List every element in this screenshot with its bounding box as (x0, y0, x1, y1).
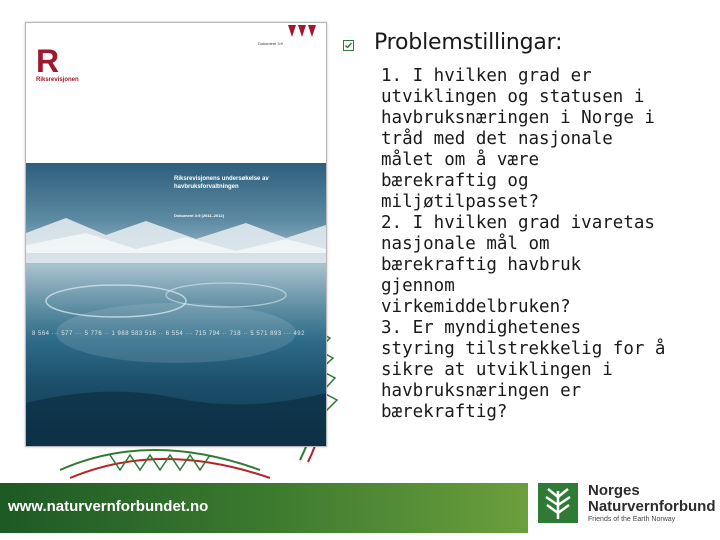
riksrevisjonen-logo-letter: R (36, 43, 60, 79)
footer-website-link[interactable]: www.naturvernforbundet.no (8, 498, 209, 515)
cover-title: Riksrevisjonens undersøkelse av havbruksforvaltningen (174, 176, 269, 190)
cover-mark-icon (288, 25, 318, 39)
question-3: 3. Er myndighetenes styring tilstrekkelig for å sikre at utviklingen i havbruksnæringen er bærekraftig? (381, 318, 666, 422)
logo-text-tagline: Friends of the Earth Norway (588, 516, 676, 523)
slide-heading: Problemstillingar: (374, 30, 563, 55)
checkbox-bullet-icon (343, 40, 354, 51)
nature-leaves-logo-icon (538, 483, 578, 523)
cover-doc-number: Dokument 3:9 (2011–2012) (174, 213, 225, 218)
cover-number-strip: 8 564 ··· 577 ··· 5 776 ·· 1 988 583 516 ·· 6 554 ··· 715 794 ·· 718 ·· 5 571 893 ··· 492 (32, 331, 305, 337)
report-cover-image (25, 22, 327, 447)
riksrevisjonen-logo-name: Riksrevisjonen (36, 77, 79, 83)
logo-text-naturvernforbund: Naturvernforbund (588, 498, 716, 515)
cover-doc-label: Dokument 3:9 (258, 41, 283, 46)
logo-text-norges: Norges (588, 482, 640, 499)
fish-farm-scene-icon (26, 163, 326, 446)
question-2: 2. I hvilken grad ivaretas nasjonale mål om bærekraftig havbruk gjennom virkemiddelbruken? (381, 213, 655, 317)
cover-photo (26, 163, 326, 446)
question-1: 1. I hvilken grad er utviklingen og statusen i havbruksnæringen i Norge i tråd med det nasjonale målet om å være bærekraftig og miljøtilpasset? (381, 66, 655, 212)
questions-list (381, 66, 711, 423)
footer (0, 479, 720, 540)
